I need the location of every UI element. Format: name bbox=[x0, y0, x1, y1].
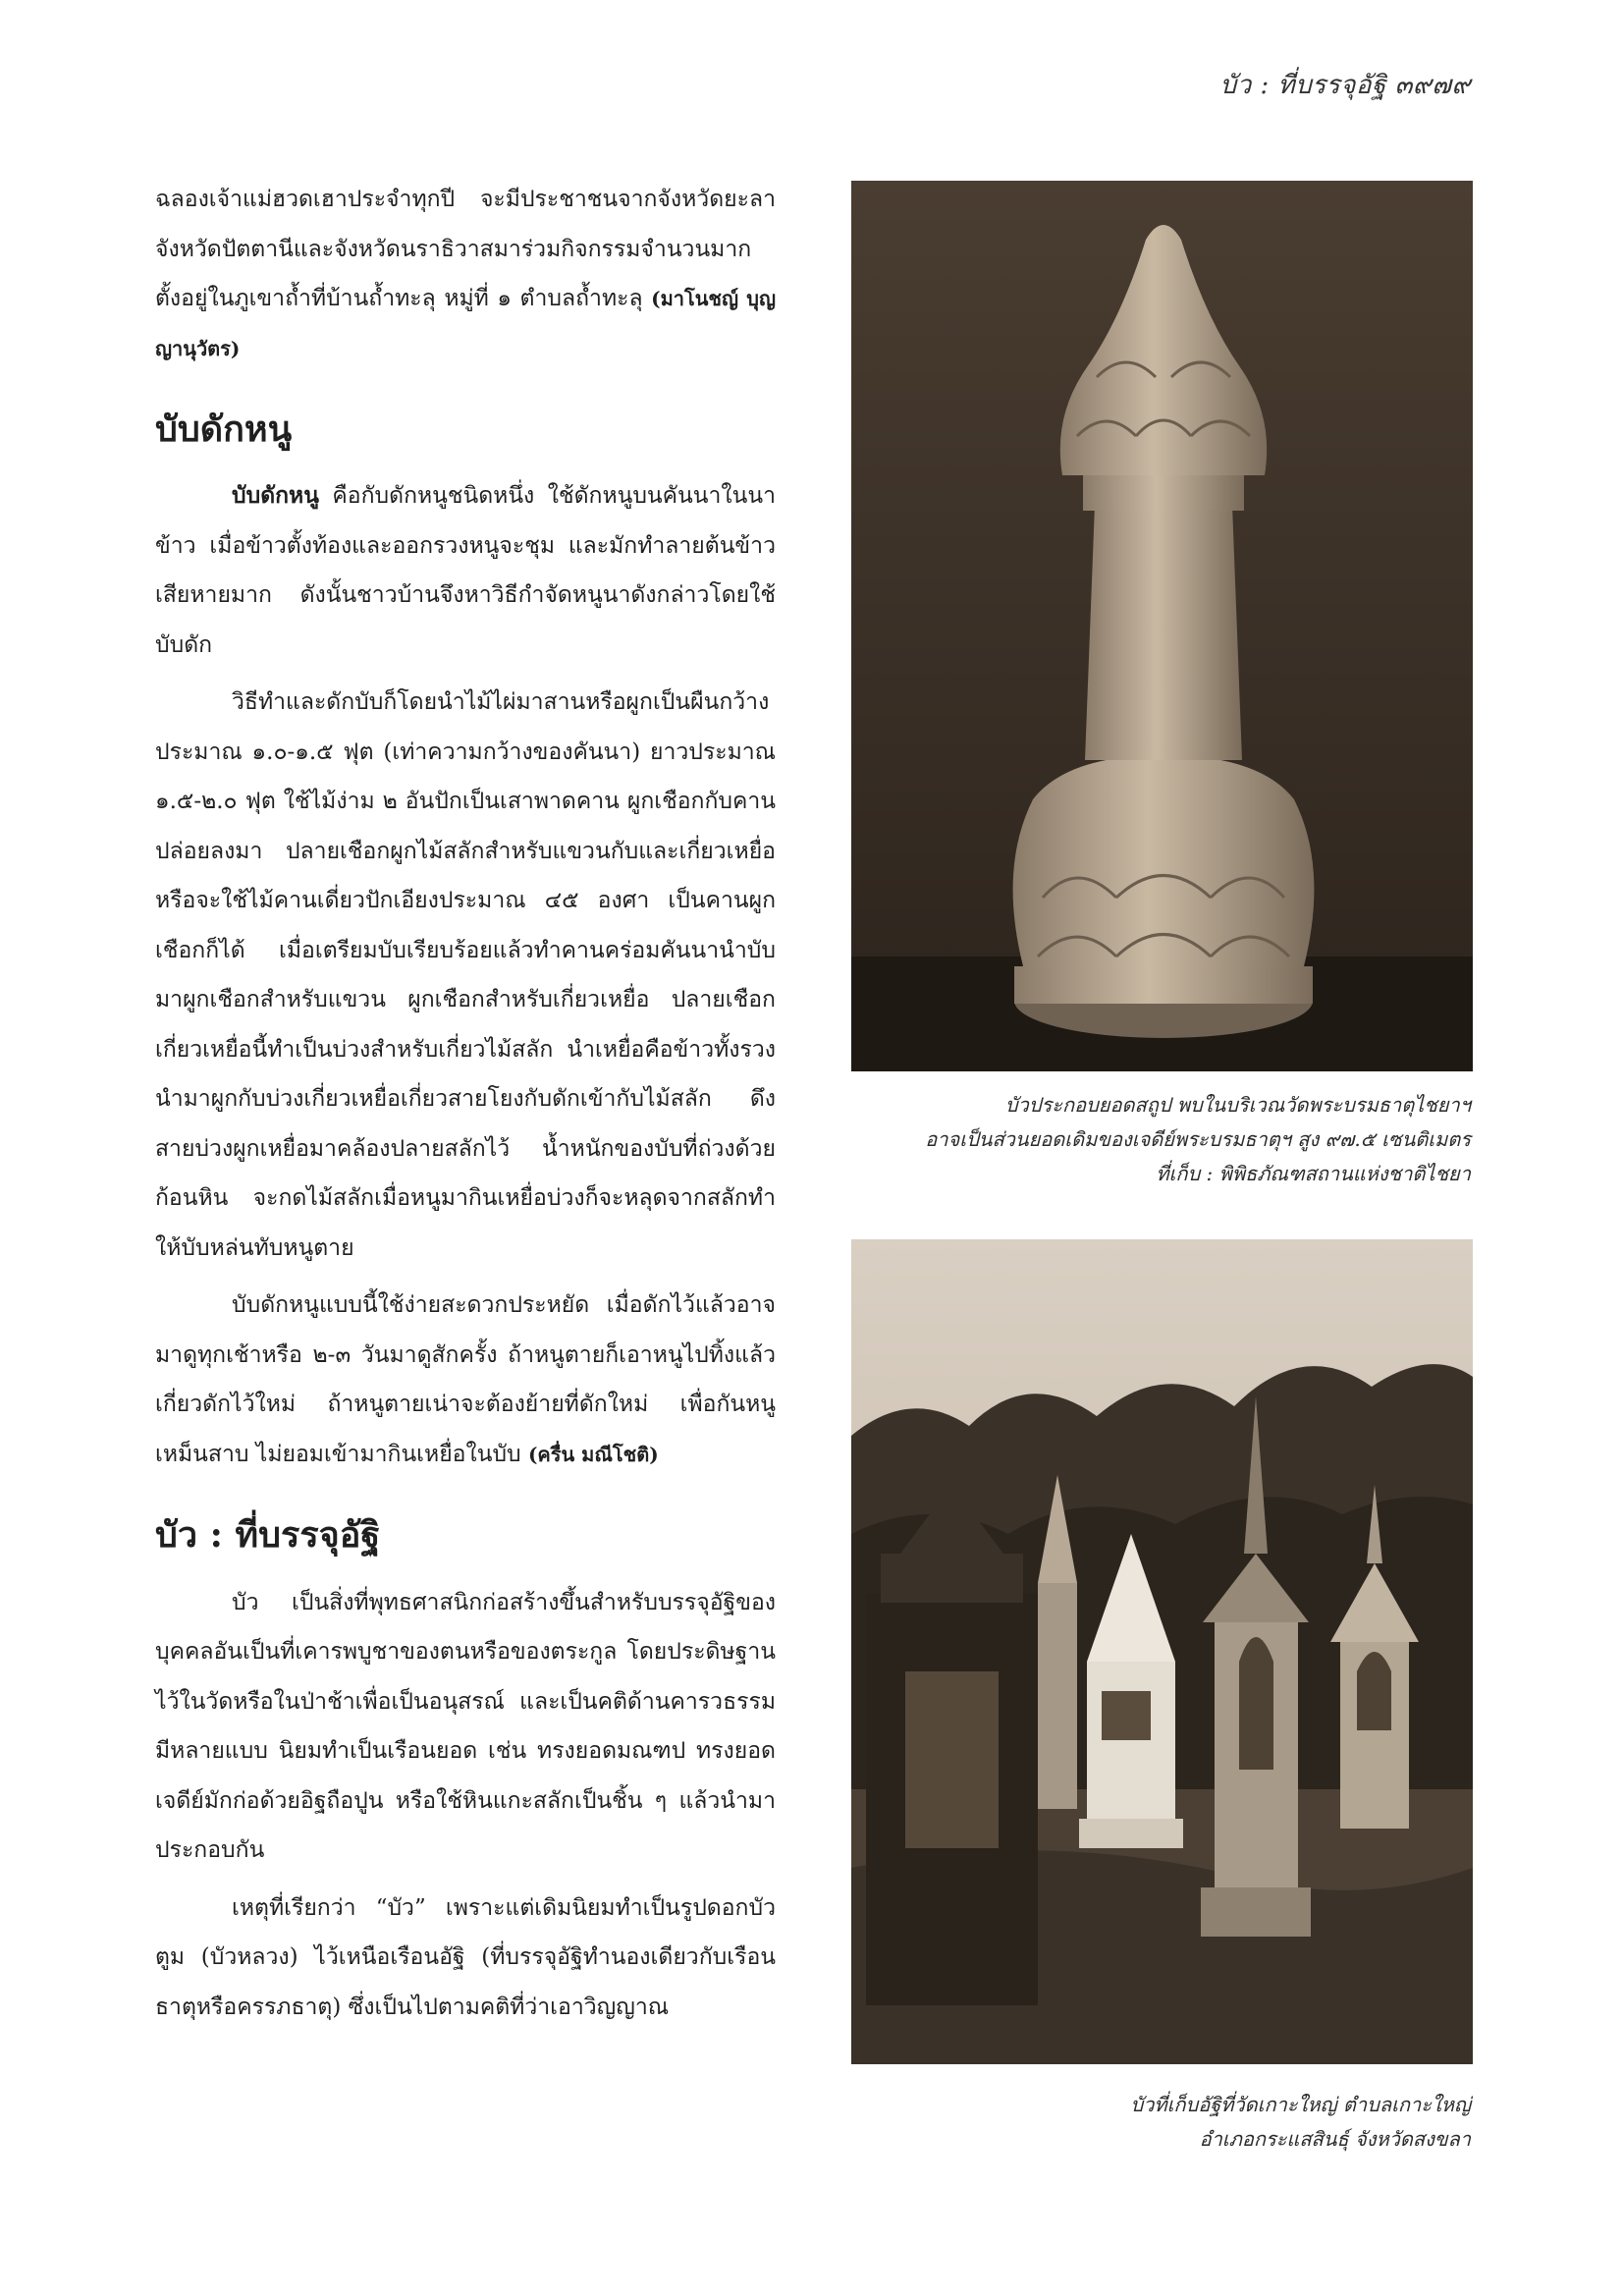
rat-trap-paragraph-2: วิธีทำและดักบับก็โดยนำไม้ไผ่มาสานหรือผูกเป็นผืนกว้างประมาณ ๑.๐-๑.๕ ฟุต (เท่าความกว้างของคันนา) ยาวประมาณ ๑.๕-๒.๐ ฟุต ใช้ไม้ง่าม ๒ อันปักเป็นเสาพาดคาน ผูกเชือกกับคานปล่อยลงมา ปลายเชือกผูกไม้สลักสำหรับแขวนกับและเกี่ยวเหยื่อ หรือจะใช้ไม้คานเดี่ยวปักเอียงประมาณ ๔๕ องศา เป็นคานผูกเชือกก็ได้ เมื่อเตรียมบับเรียบร้อยแล้วทำคานคร่อมคันนานำบับมาผูกเชือกสำหรับแขวน ผูกเชือกสำหรับเกี่ยวเหยื่อ ปลายเชือกเกี่ยวเหยื่อนี้ทำเป็นบ่วงสำหรับเกี่ยวไม้สลัก นำเหยื่อคือข้าวทั้งรวงนำมาผูกกับบ่วงเกี่ยวเหยื่อเกี่ยวสายโยงกับดักเข้ากับไม้สลัก ดึงสายบ่วงผูกเหยื่อมาคล้องปลายสลักไว้ น้ำหนักของบับที่ถ่วงด้วยก้อนหิน จะกดไม้สลักเมื่อหนูมากินเหยื่อบ่วงก็จะหลุดจากสลักทำให้บับหล่นทับหนูตาย bbox=[155, 689, 776, 1261]
photo-relic-stupas bbox=[851, 1239, 1473, 2064]
rat-trap-paragraph-1-text: คือกับดักหนูชนิดหนึ่ง ใช้ดักหนูบนคันนาในนาข้าว เมื่อข้าวตั้งท้องและออกรวงหนูจะชุม และมักทำลายต้นข้าวเสียหายมาก ดังนั้นชาวบ้านจึงหาวิธีกำจัดหนูนาดังกล่าวโดยใช้บับดัก bbox=[155, 483, 776, 658]
rat-trap-paragraph-1 bbox=[155, 471, 776, 670]
main-text-column bbox=[155, 175, 776, 2040]
figure-2-caption-line-2: อำเภอกระแสสินธุ์ จังหวัดสงขลา bbox=[1199, 2127, 1471, 2151]
figure-1-caption-line-1: บัวประกอบยอดสถูป พบในบริเวณวัดพระบรมธาตุไชยาฯ bbox=[1004, 1093, 1471, 1117]
figure-2-caption bbox=[842, 2088, 1471, 2157]
figure-2-caption-line-1: บัวที่เก็บอัฐิที่วัดเกาะใหญ่ ตำบลเกาะใหญ่ bbox=[1130, 2093, 1471, 2116]
relic-lotus-paragraph-1: บัว เป็นสิ่งที่พุทธศาสนิกก่อสร้างขึ้นสำหรับบรรจุอัฐิของบุคคลอันเป็นที่เคารพบูชาของตนหรือของตระกูล โดยประดิษฐานไว้ในวัดหรือในป่าช้าเพื่อเป็นอนุสรณ์ และเป็นคติด้านคารวธรรม มีหลายแบบ นิยมทำเป็นเรือนยอด เช่น ทรงยอดมณฑป ทรงยอดเจดีย์มักก่อด้วยอิฐถือปูน หรือใช้หินแกะสลักเป็นชิ้น ๆ แล้วนำมาประกอบกัน bbox=[155, 1589, 776, 1864]
intro-author: (มาโนชญ์ บุญญานุวัตร) bbox=[155, 287, 777, 360]
figure-1-caption bbox=[842, 1088, 1471, 1191]
running-header: บัว : ที่บรรจุอัฐิ ๓๙๗๙ bbox=[1219, 71, 1471, 100]
stupa-finial-illustration bbox=[851, 181, 1473, 1071]
figure-1-caption-line-3: ที่เก็บ : พิพิธภัณฑสถานแห่งชาติไชยา bbox=[1156, 1162, 1471, 1185]
rat-trap-paragraph-3 bbox=[155, 1281, 776, 1479]
rat-trap-term: บับดักหนู bbox=[232, 482, 319, 510]
relic-stupas-illustration bbox=[851, 1239, 1473, 2064]
section-heading-rat-trap: บับดักหนู bbox=[155, 409, 293, 450]
intro-paragraph-text: ฉลองเจ้าแม่ฮวดเฮาประจำทุกปี จะมีประชาชนจากจังหวัดยะลา จังหวัดปัตตานีและจังหวัดนราธิวาสมาร่วมกิจกรรมจำนวนมาก ตั้งอยู่ในภูเขาถ้ำที่บ้านถ้ำทะลุ หมู่ที่ ๑ ตำบลถ้ำทะลุ bbox=[155, 187, 776, 311]
section-heading-relic-lotus: บัว : ที่บรรจุอัฐิ bbox=[155, 1514, 381, 1557]
rat-trap-author: (ครื่น มณีโชติ) bbox=[527, 1442, 659, 1466]
intro-paragraph bbox=[155, 175, 776, 373]
relic-lotus-paragraph-2: เหตุที่เรียกว่า “บัว” เพราะแต่เดิมนิยมทำเป็นรูปดอกบัวตูม (บัวหลวง) ไว้เหนือเรือนอัฐิ (ที่บรรจุอัฐิทำนองเดียวกับเรือนธาตุหรือครรภธาตุ) ซึ่งเป็นไปตามคติที่ว่าเอาวิญญาณ bbox=[155, 1894, 776, 2020]
photo-stupa-lotus-finial bbox=[851, 181, 1473, 1071]
figure-1-caption-line-2: อาจเป็นส่วนยอดเดิมของเจดีย์พระบรมธาตุฯ สูง ๙๗.๕ เซนติเมตร bbox=[925, 1127, 1471, 1151]
rat-trap-paragraph-3-text: บับดักหนูแบบนี้ใช้ง่ายสะดวกประหยัด เมื่อดักไว้แล้วอาจมาดูทุกเช้าหรือ ๒-๓ วันมาดูสักครั้ง ถ้าหนูตายก็เอาหนูไปทิ้งแล้วเกี่ยวดักไว้ใหม่ ถ้าหนูตายเน่าจะต้องย้ายที่ดักใหม่ เพื่อกันหนูเหม็นสาบ ไม่ยอมเข้ามากินเหยื่อในบับ bbox=[155, 1292, 776, 1467]
